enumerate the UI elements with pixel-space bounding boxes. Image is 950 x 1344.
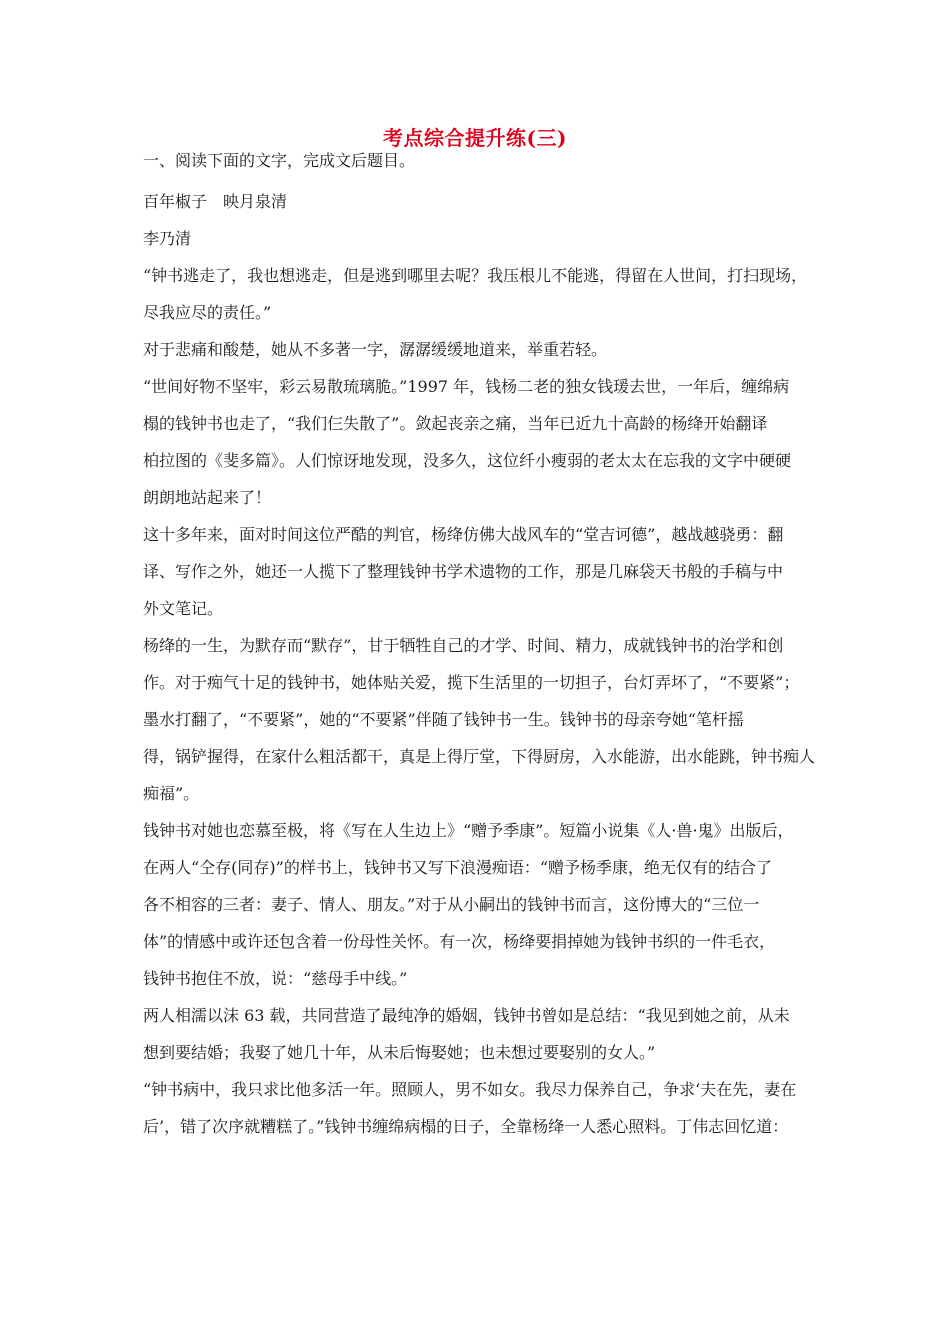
paragraph-line: 外文笔记。 (143, 599, 224, 618)
article-paragraph (143, 331, 811, 368)
paragraph-line: 墨水打翻了，“不要紧”，她的“不要紧”伴随了钱钟书一生。钱钟书的母亲夸她“笔杆摇 (143, 710, 744, 729)
paragraph-line: “钟书逃走了，我也想逃走，但是逃到哪里去呢？我压根儿不能逃，得留在人世间，打扫现场， (143, 266, 808, 285)
paragraph-line: 体”的情感中或许还包含着一份母性关怀。有一次，杨绛要捐掉她为钱钟书织的一件毛衣， (143, 932, 776, 951)
document-body (143, 146, 816, 1145)
instruction-text: 一、阅读下面的文字，完成文后题目。 (143, 151, 416, 170)
paragraph-line: 作。对于痴气十足的钱钟书，她体贴关爱，揽下生活里的一切担子，台灯弄坏了，“不要紧”； (143, 673, 800, 692)
article-paragraph (143, 812, 811, 997)
paragraph-line: 各不相容的三者：妻子、情人、朋友。”对于从小嗣出的钱钟书而言，这份博大的“三位一 (143, 895, 760, 914)
author-name: 李乃清 (143, 229, 192, 248)
article-paragraph (143, 627, 816, 812)
paragraph-line: 对于悲痛和酸楚，她从不多著一字，潺潺缓缓地道来，举重若轻。 (143, 340, 608, 359)
article-paragraph (143, 257, 811, 331)
paragraph-line: 两人相濡以沫 63 载，共同营造了最纯净的婚姻，钱钟书曾如是总结：“我见到她之前，从未 (143, 1006, 790, 1025)
paragraph-line: 译、写作之外，她还一人揽下了整理钱钟书学术遗物的工作，那是几麻袋天书般的手稿与中 (143, 562, 784, 581)
paragraph-line: 想到要结婚；我娶了她几十年，从未后悔娶她；也未想过要娶别的女人。” (143, 1043, 656, 1062)
paragraph-line: 柏拉图的《斐多篇》。人们惊讶地发现，没多久，这位纤小瘦弱的老太太在忘我的文字中硬硬 (143, 451, 792, 470)
article-paragraph (143, 516, 811, 627)
paragraph-line: 尽我应尽的责任。” (143, 303, 272, 322)
paragraph-line: 朗朗地站起来了！ (143, 488, 272, 507)
document-title: 考点综合提升练(三) (383, 126, 567, 150)
article-paragraph (143, 368, 811, 516)
paragraph-line: 榻的钱钟书也走了，“我们仨失散了”。敛起丧亲之痛，当年已近九十高龄的杨绛开始翻译 (143, 414, 768, 433)
paragraph-line: 得，锅铲握得，在家什么粗活都干，真是上得厅堂，下得厨房，入水能游，出水能跳，钟书痴人 (143, 747, 816, 766)
paragraph-line: 这十多年来，面对时间这位严酷的判官，杨绛仿佛大战风车的“堂吉诃德”，越战越骁勇：翻 (143, 525, 784, 544)
paragraph-line: 后’，错了次序就糟糕了。”钱钟书缠绵病榻的日子，全靠杨绛一人悉心照料。丁伟志回忆道： (143, 1117, 789, 1136)
paragraph-line: “钟书病中，我只求比他多活一年。照顾人，男不如女。我尽力保养自己，争求‘夫在先，妻在 (143, 1080, 797, 1099)
paragraph-line: 钱钟书抱住不放，说：“慈母手中线。” (143, 969, 408, 988)
article-paragraph (143, 997, 811, 1071)
article-title: 百年椒子 映月泉清 (143, 192, 288, 211)
article-paragraphs (143, 257, 816, 1145)
paragraph-line: 钱钟书对她也恋慕至极，将《写在人生边上》“赠予季康”。短篇小说集《人·兽·鬼》出版后， (143, 821, 794, 840)
paragraph-line: 在两人“仝存(同存)”的样书上，钱钟书又写下浪漫痴语：“赠予杨季康，绝无仅有的结合了 (143, 858, 773, 877)
paragraph-line: 杨绛的一生，为默存而“默存”，甘于牺牲自己的才学、时间、精力，成就钱钟书的治学和创 (143, 636, 784, 655)
paragraph-line: 痴福”。 (143, 784, 200, 803)
article-paragraph (143, 1071, 811, 1145)
paragraph-line: “世间好物不坚牢，彩云易散琉璃脆。”1997 年，钱杨二老的独女钱瑗去世，一年后，缠绵病 (143, 377, 790, 396)
